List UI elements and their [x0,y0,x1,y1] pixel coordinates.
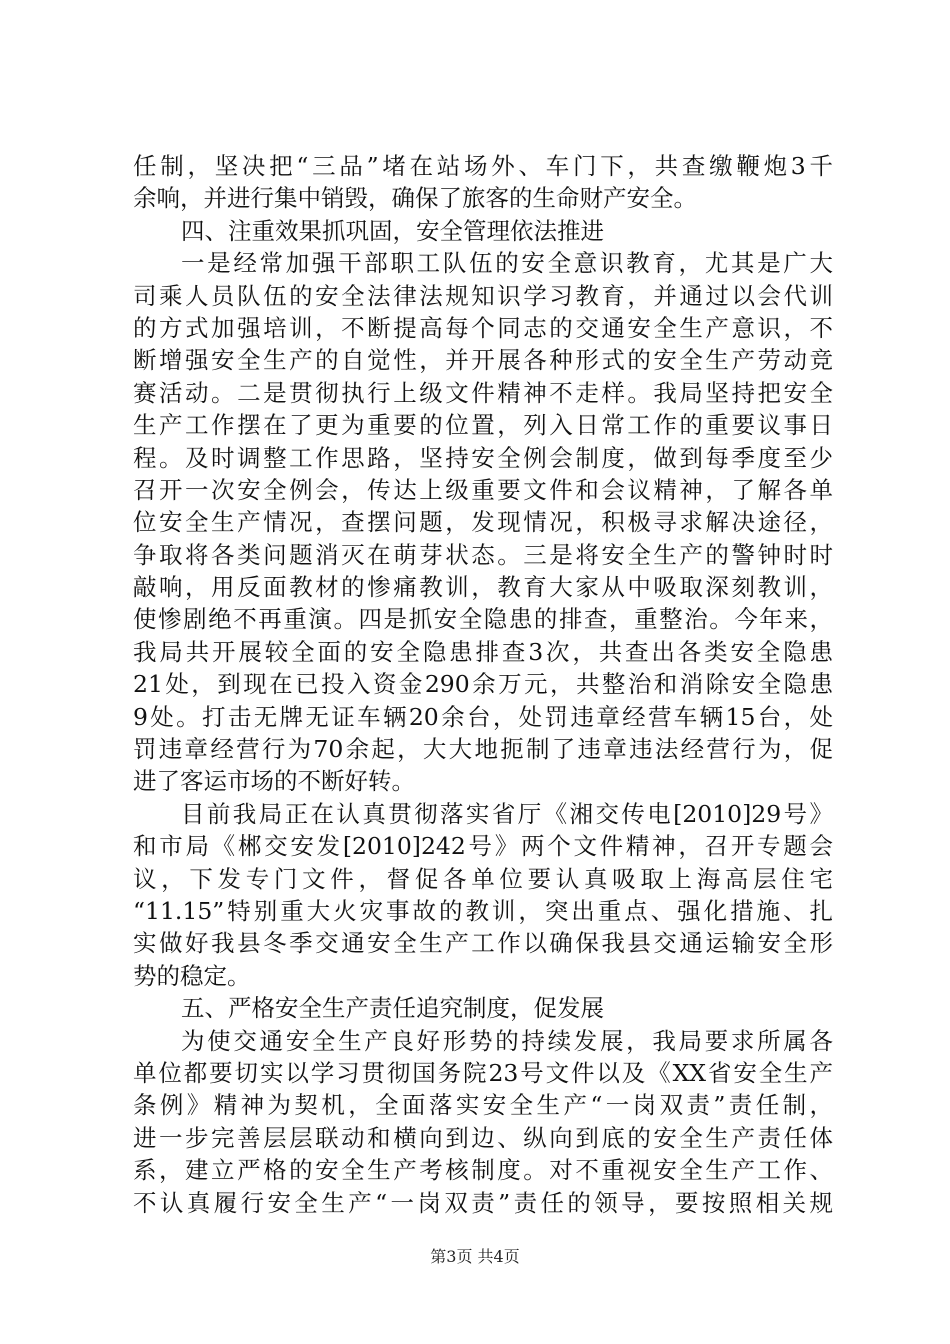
text-line: 使惨剧绝不再重演。四是抓安全隐患的排查，重整治。今年来， [133,605,833,634]
text-line: 我局共开展较全面的安全隐患排查3次，共查出各类安全隐患 [133,637,833,666]
text-line: 一是经常加强干部职工队伍的安全意识教育，尤其是广大 [181,249,833,278]
text-line: 系，建立严格的安全生产考核制度。对不重视安全生产工作、 [133,1156,833,1185]
text-line: 进了客运市场的不断好转。 [133,767,415,796]
text-line: 势的稳定。 [133,961,251,990]
page-footer [0,1244,950,1267]
page-number-label: 第3页 共4页 [430,1247,520,1266]
text-line: 争取将各类问题消灭在萌芽状态。三是将安全生产的警钟时时 [133,540,833,569]
text-line: 赛活动。二是贯彻执行上级文件精神不走样。我局坚持把安全 [133,378,833,407]
text-line: 21处，到现在已投入资金290余万元，共整治和消除安全隐患 [133,670,833,699]
text-line: 进一步完善层层联动和横向到边、纵向到底的安全生产责任体 [133,1123,833,1152]
text-line: 单位都要切实以学习贯彻国务院23号文件以及《XX省安全生产 [133,1058,833,1087]
text-line: 条例》精神为契机，全面落实安全生产“一岗双责”责任制， [133,1091,833,1120]
text-line: 目前我局正在认真贯彻落实省厅《湘交传电[2010]29号》 [181,799,833,828]
text-line: 和市局《郴交安发[2010]242号》两个文件精神，召开专题会 [133,832,833,861]
text-line: 罚违章经营行为70余起，大大地扼制了违章违法经营行为，促 [133,735,833,764]
text-line: 程。及时调整工作思路，坚持安全例会制度，做到每季度至少 [133,443,833,472]
text-line: 断增强安全生产的自觉性，并开展各种形式的安全生产劳动竞 [133,346,833,375]
section-heading: 四、注重效果抓巩固，安全管理依法推进 [181,216,604,245]
text-line: “11.15”特别重大火灾事故的教训，突出重点、强化措施、扎 [133,896,833,925]
section-heading: 五、严格安全生产责任追究制度，促发展 [181,994,604,1023]
text-line: 召开一次安全例会，传达上级重要文件和会议精神，了解各单 [133,475,833,504]
text-line: 任制，坚决把“三品”堵在站场外、车门下，共查缴鞭炮3千 [133,152,833,180]
text-line: 议，下发专门文件，督促各单位要认真吸取上海高层住宅 [133,864,833,893]
text-line: 司乘人员队伍的安全法律法规知识学习教育，并通过以会代训 [133,281,833,310]
text-line: 实做好我县冬季交通安全生产工作以确保我县交通运输安全形 [133,929,833,958]
text-line: 位安全生产情况，查摆问题，发现情况，积极寻求解决途径， [133,508,833,537]
text-line: 9处。打击无牌无证车辆20余台，处罚违章经营车辆15台，处 [133,702,833,731]
text-line: 为使交通安全生产良好形势的持续发展，我局要求所属各 [181,1026,833,1055]
text-line: 敲响，用反面教材的惨痛教训，教育大家从中吸取深刻教训， [133,573,833,602]
text-line: 的方式加强培训，不断提高每个同志的交通安全生产意识，不 [133,313,833,342]
text-line: 生产工作摆在了更为重要的位置，列入日常工作的重要议事日 [133,411,833,440]
text-line: 余响，并进行集中销毁，确保了旅客的生命财产安全。 [133,184,697,213]
document-body [133,150,833,1219]
text-line: 不认真履行安全生产“一岗双责”责任的领导，要按照相关规 [133,1188,833,1217]
